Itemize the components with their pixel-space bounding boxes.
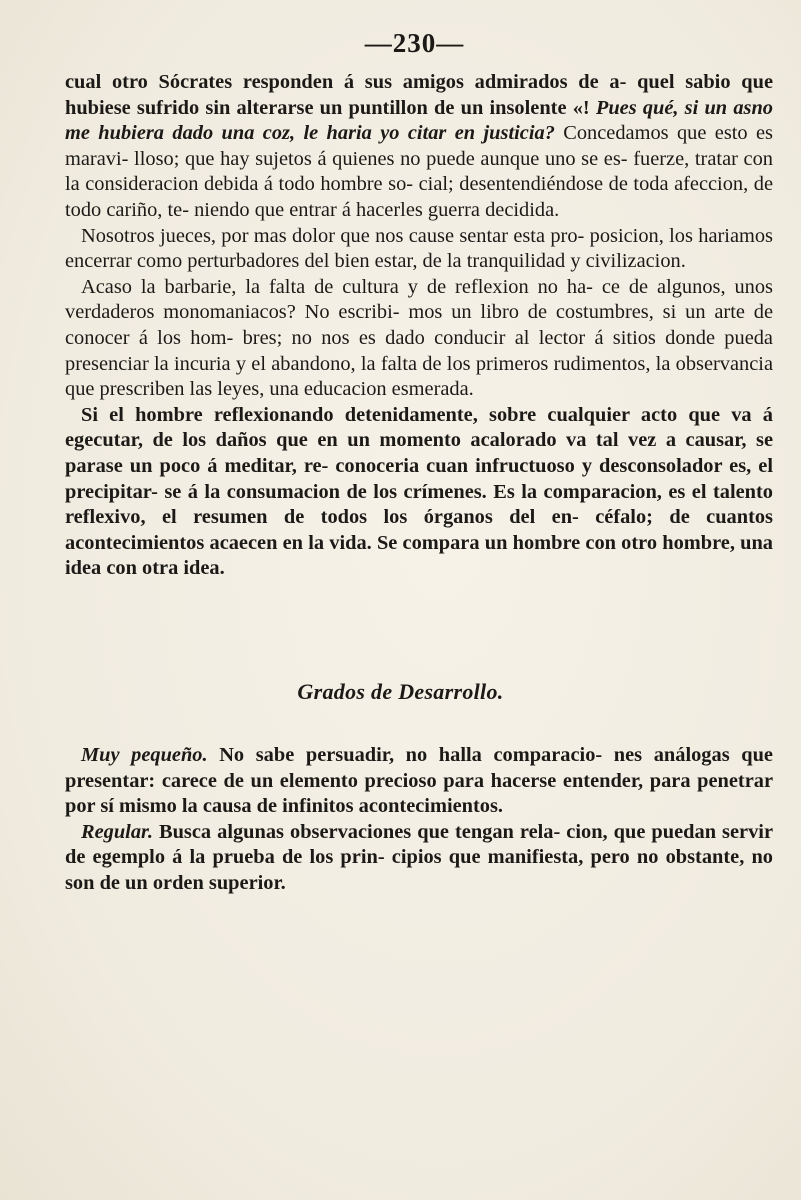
grade-description: No sabe persuadir, no halla comparacio- nes análogas que presentar: carece de un elemento precioso para hacerse entender, para penetrar por sí mismo la causa de infinitos acontecimientos. <box>65 744 773 818</box>
quoted-remark: Pues qué, si un asno me hubiera dado una coz, le haria yo citar en justicia? <box>65 96 773 145</box>
grades-list <box>65 743 773 897</box>
grade-description: Busca algunas observaciones que tengan rela- cion, que puedan servir de egemplo á la prueba de los prin- cipios que manifiesta, pero no obstante, no son de un orden superior. <box>65 820 773 894</box>
paragraph-3-text: Acaso la barbarie, la falta de cultura y de reflexion no ha- ce de algunos, unos verdaderos monomaniacos? No escribi- mos un libro de costumbres, si un arte de conocer á los hom- bres; no nos es dado conducir al lector á sitios donde pueda presenciar la incuria y el abandono, la falta de los primeros rudimentos, la observancia que prescriben las leyes, una educacion esmerada. <box>65 275 773 401</box>
grade-entry <box>65 743 773 820</box>
paragraph-1-rest: Concedamos que esto es maravi- lloso; que hay sujetos á quienes no puede aunque uno se es- fuerze, tratar con la consideracion debida á todo hombre so- cial; desentendiéndose de toda afeccion, de todo cariño, te- niendo que entrar á hacerles guerra decidida. <box>65 122 773 221</box>
paragraph-3 <box>65 275 773 403</box>
paragraph-1 <box>65 70 773 224</box>
paragraph-2 <box>65 224 773 275</box>
body-text-top <box>65 70 773 582</box>
paragraph-2-text: Nosotros jueces, por mas dolor que nos cause sentar esta pro- posicion, los hariamos encerrar como perturbadores del bien estar, de la tranquilidad y civilizacion. <box>65 224 773 273</box>
paragraph-4 <box>65 403 773 582</box>
page-number: —230— <box>364 28 465 58</box>
paragraph-4-text: Si el hombre reflexionando detenidamente, sobre cualquier acto que va á egecutar, de los daños que en un momento acalorado va tal vez a causar, se parase un poco á meditar, re- conoceria cuan infructuoso y desconsolador es, el precipitar- se á la consumacion de los crímenes. Es la comparacion, es el talento reflexivo, el resumen de todos los órganos del en- céfalo; de cuantos acontecimientos acaecen en la vida. Se compara un hombre con otro hombre, una idea con otra idea. <box>65 403 773 580</box>
grade-term: Regular. <box>81 820 153 843</box>
paragraph-1-lead: cual otro Sócrates responden á sus amigos admirados de a- quel sabio que hubiese sufrido sin alterarse un puntillon de un insolente «! <box>65 71 773 119</box>
grade-entry <box>65 820 773 897</box>
section-heading: Grados de Desarrollo. <box>297 679 504 704</box>
grade-term: Muy pequeño. <box>81 744 208 766</box>
